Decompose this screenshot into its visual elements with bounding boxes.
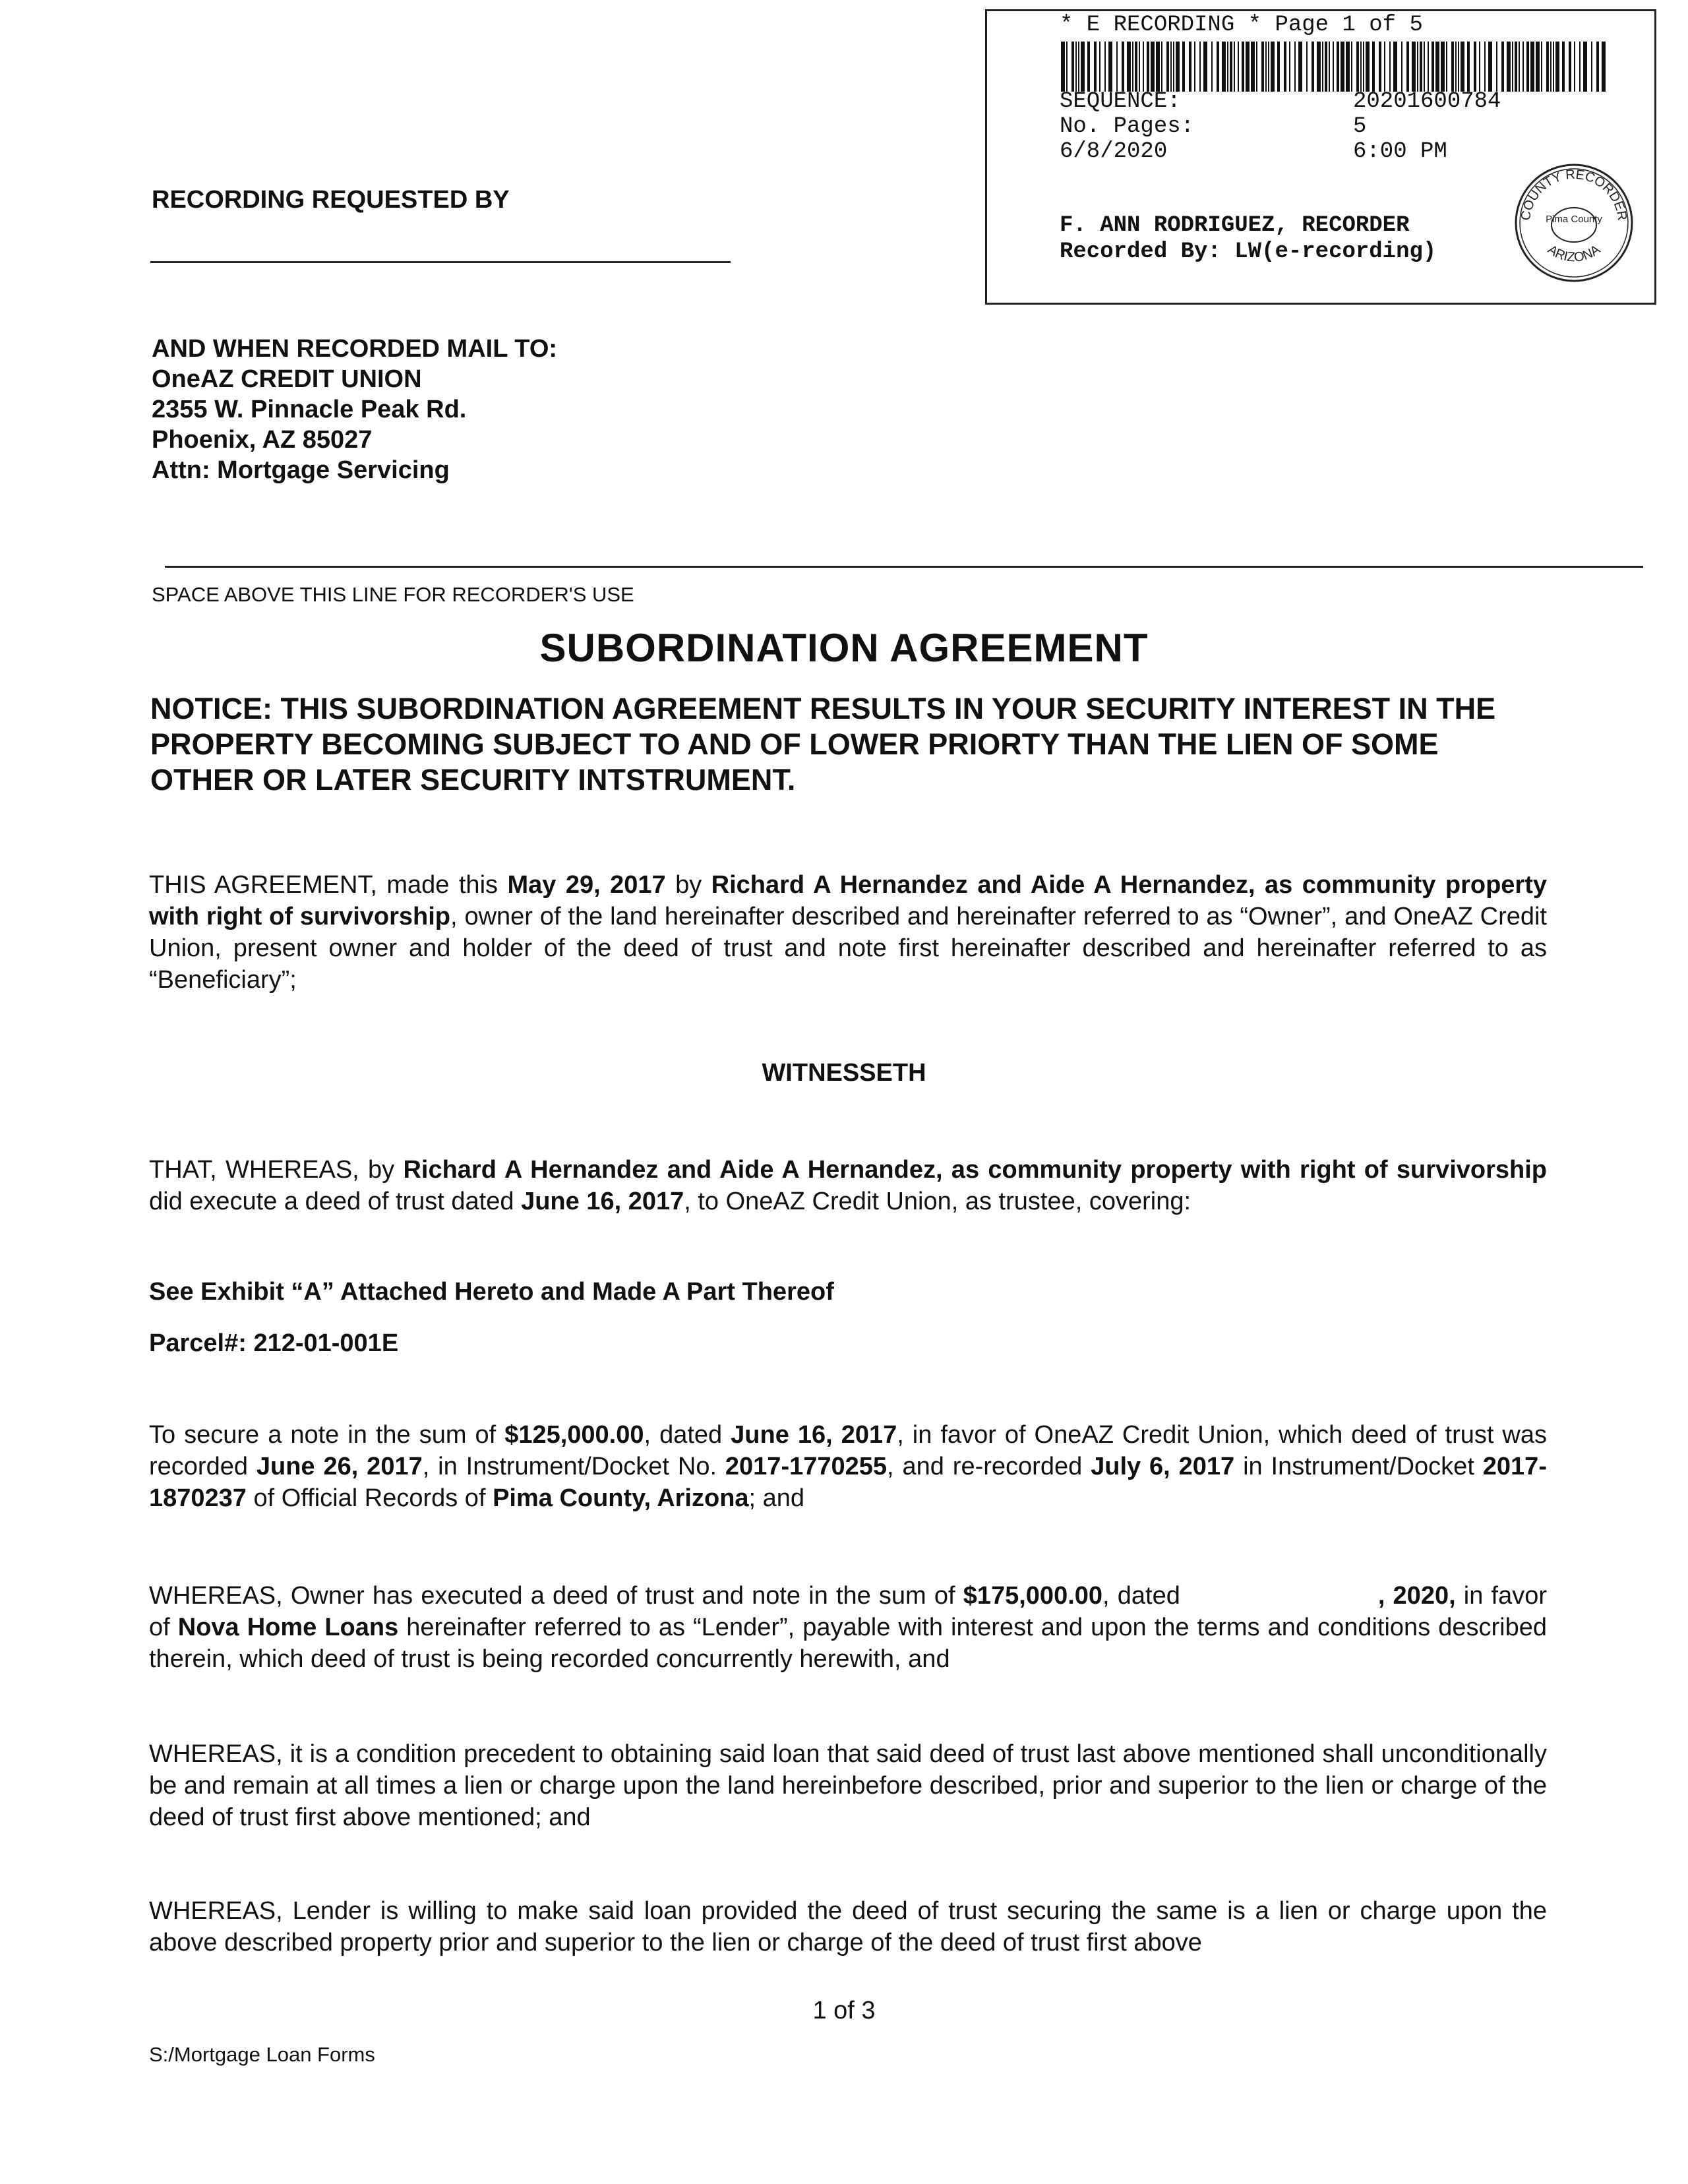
barcode-bar bbox=[1230, 42, 1232, 92]
barcode-bar bbox=[1061, 42, 1065, 92]
barcode-bar bbox=[1265, 42, 1267, 92]
barcode-bar bbox=[1099, 42, 1100, 92]
barcode-bar bbox=[1541, 42, 1542, 92]
barcode-bar bbox=[1194, 42, 1195, 92]
p2-text-b: did execute a deed of trust dated bbox=[149, 1188, 522, 1215]
barcode-bar bbox=[1596, 42, 1599, 92]
footer-path: S:/Mortgage Loan Forms bbox=[149, 2043, 375, 2066]
barcode-bar bbox=[1071, 42, 1074, 92]
mail-to-city: Phoenix, AZ 85027 bbox=[152, 426, 373, 454]
barcode-bar bbox=[1467, 42, 1470, 92]
stamp-recorded-by: Recorded By: LW(e-recording) bbox=[1060, 239, 1437, 264]
p4-text-b: , dated bbox=[1102, 1582, 1180, 1610]
barcode-bar bbox=[1602, 42, 1606, 92]
p1-text-c: , owner of the land hereinafter described and hereinafter referred to as “Owner”, and OneAZ Credit Union, present owner and holder of the deed of trust and note first hereinafter described and hereinafter referred to as “Beneficiary”; bbox=[149, 903, 1547, 994]
barcode-bar bbox=[1108, 42, 1112, 92]
p1-text-b: by bbox=[665, 871, 711, 899]
barcode-bar bbox=[1553, 42, 1554, 92]
barcode-bar bbox=[1156, 42, 1160, 92]
re-recorded-date: July 6, 2017 bbox=[1091, 1453, 1235, 1480]
stamp-page-line: * E RECORDING * Page 1 of 5 bbox=[1060, 13, 1423, 38]
barcode-bar bbox=[1346, 42, 1350, 92]
barcode-bar bbox=[1217, 42, 1219, 92]
barcode-bar bbox=[1161, 42, 1162, 92]
p2-text-a: THAT, WHEREAS, by bbox=[149, 1156, 404, 1184]
seal-top-text: COUNTY RECORDER bbox=[1518, 167, 1630, 222]
whereas-deed-paragraph bbox=[149, 1154, 1547, 1217]
stamp-recorder: F. ANN RODRIGUEZ, RECORDER bbox=[1060, 213, 1410, 238]
barcode-bar bbox=[1389, 42, 1391, 92]
barcode-bar bbox=[1203, 42, 1207, 92]
p4-text-c: in favor of bbox=[149, 1582, 1548, 1641]
trustor-names: Richard A Hernandez and Aide A Hernandez, as community property with right of survivorship bbox=[403, 1156, 1547, 1184]
barcode-bar bbox=[1337, 42, 1339, 92]
barcode-bar bbox=[1393, 42, 1397, 92]
barcode-bar bbox=[1182, 42, 1185, 92]
requested-by-signature-line bbox=[150, 261, 731, 263]
barcode-bar bbox=[1234, 42, 1235, 92]
barcode-bar bbox=[1306, 42, 1308, 92]
barcode-bar bbox=[1526, 42, 1529, 92]
barcode-bar bbox=[1246, 42, 1250, 92]
barcode-bar bbox=[1583, 42, 1587, 92]
barcode-bar bbox=[1284, 42, 1286, 92]
owner-names: Richard A Hernandez and Aide A Hernandez, as community property with right of survivorship bbox=[149, 871, 1548, 930]
original-note-amount: $125,000.00 bbox=[504, 1421, 644, 1449]
barcode-bar bbox=[1591, 42, 1592, 92]
stamp-sequence-label: SEQUENCE: bbox=[1060, 89, 1181, 114]
barcode-bar bbox=[1555, 42, 1559, 92]
barcode-bar bbox=[1222, 42, 1226, 92]
p2-text-c: , to OneAZ Credit Union, as trustee, covering: bbox=[684, 1188, 1191, 1215]
barcode-bar bbox=[1484, 42, 1486, 92]
stamp-date: 6/8/2020 bbox=[1060, 139, 1168, 164]
barcode-bar bbox=[1341, 42, 1344, 92]
parcel-number: Parcel#: 212-01-001E bbox=[149, 1329, 399, 1357]
barcode-bar bbox=[1122, 42, 1124, 92]
barcode-bar bbox=[1507, 42, 1511, 92]
barcode-bar bbox=[1512, 42, 1513, 92]
barcode-bar bbox=[1519, 42, 1520, 92]
deed-date: June 16, 2017 bbox=[521, 1188, 684, 1215]
barcode-bar bbox=[1143, 42, 1144, 92]
barcode-bar bbox=[1227, 42, 1228, 92]
barcode-bar bbox=[1455, 42, 1457, 92]
space-above-note: SPACE ABOVE THIS LINE FOR RECORDER'S USE bbox=[152, 583, 634, 606]
barcode-bar bbox=[1474, 42, 1476, 92]
barcode-bar bbox=[1384, 42, 1385, 92]
county-name: Pima County, Arizona bbox=[493, 1484, 749, 1512]
new-note-year: , 2020, bbox=[1377, 1582, 1456, 1610]
barcode-bar bbox=[1441, 42, 1445, 92]
seal-bottom-text: ARIZONA bbox=[1545, 242, 1603, 265]
barcode-bar bbox=[1075, 42, 1077, 92]
barcode-bar bbox=[1277, 42, 1280, 92]
barcode-bar bbox=[1579, 42, 1581, 92]
recording-requested-by: RECORDING REQUESTED BY bbox=[152, 186, 510, 214]
instrument-number-1: 2017-1770255 bbox=[725, 1453, 888, 1480]
barcode-bar bbox=[1372, 42, 1375, 92]
svg-text:ARIZONA bbox=[1545, 242, 1603, 265]
barcode-bar bbox=[1406, 42, 1409, 92]
barcode-bar bbox=[1356, 42, 1359, 92]
barcode-bar bbox=[1078, 42, 1079, 92]
p3-text-c: , in favor of OneAZ Credit Union, which deed of trust was recorded bbox=[149, 1421, 1548, 1480]
barcode-bar bbox=[1211, 42, 1213, 92]
barcode-bar bbox=[1360, 42, 1362, 92]
new-note-amount: $175,000.00 bbox=[963, 1582, 1103, 1610]
p3-text-b: , dated bbox=[644, 1421, 731, 1449]
p4-text-d: hereinafter referred to as “Lender”, payable with interest and upon the terms and conditions described therein, which deed of trust is being recorded concurrently herewith, and bbox=[149, 1614, 1547, 1673]
note-secured-paragraph bbox=[149, 1419, 1547, 1514]
mail-to-heading: AND WHEN RECORDED MAIL TO: bbox=[152, 335, 558, 363]
barcode-bar bbox=[1127, 42, 1131, 92]
barcode-bar bbox=[1515, 42, 1517, 92]
barcode-bar bbox=[1461, 42, 1464, 92]
barcode-bar bbox=[1366, 42, 1370, 92]
lender-name: Nova Home Loans bbox=[177, 1614, 399, 1641]
barcode-bar bbox=[1132, 42, 1133, 92]
note-date: June 16, 2017 bbox=[731, 1421, 897, 1449]
barcode-bar bbox=[1261, 42, 1264, 92]
barcode-bar bbox=[1116, 42, 1118, 92]
barcode-bar bbox=[1151, 42, 1155, 92]
barcode-bar bbox=[1066, 42, 1068, 92]
barcode-bar bbox=[1530, 42, 1534, 92]
barcode-bar bbox=[1536, 42, 1540, 92]
barcode-bar bbox=[1546, 42, 1549, 92]
barcode-bar bbox=[1242, 42, 1244, 92]
mail-to-attn: Attn: Mortgage Servicing bbox=[152, 456, 450, 484]
barcode-bar bbox=[1420, 42, 1422, 92]
barcode-bar bbox=[1446, 42, 1447, 92]
barcode-bar bbox=[1432, 42, 1434, 92]
barcode-bar bbox=[1435, 42, 1439, 92]
document-title: SUBORDINATION AGREEMENT bbox=[539, 626, 1149, 670]
p3-text-a: To secure a note in the sum of bbox=[149, 1421, 505, 1449]
barcode-bar bbox=[1569, 42, 1571, 92]
barcode-bar bbox=[1329, 42, 1330, 92]
seal-center-text: Pima County bbox=[1546, 214, 1602, 225]
barcode-bar bbox=[1496, 42, 1497, 92]
recording-stamp bbox=[985, 9, 1656, 305]
barcode-bar bbox=[1087, 42, 1090, 92]
barcode-bar bbox=[1458, 42, 1459, 92]
stamp-pages-label: No. Pages: bbox=[1060, 114, 1195, 139]
barcode-bar bbox=[1238, 42, 1239, 92]
barcode-bar bbox=[1166, 42, 1169, 92]
mail-to-street: 2355 W. Pinnacle Peak Rd. bbox=[152, 396, 467, 423]
barcode-bar bbox=[1289, 42, 1290, 92]
instrument-number-2: 2017-1870237 bbox=[149, 1453, 1547, 1512]
barcode-bar bbox=[1189, 42, 1191, 92]
barcode-bar bbox=[1317, 42, 1321, 92]
barcode-bar bbox=[1479, 42, 1480, 92]
barcode-bar bbox=[1325, 42, 1327, 92]
barcode-bar bbox=[1170, 42, 1172, 92]
mail-to-name: OneAZ CREDIT UNION bbox=[152, 365, 422, 393]
barcode-bar bbox=[1574, 42, 1575, 92]
barcode-bar bbox=[1351, 42, 1352, 92]
barcode-bar bbox=[1256, 42, 1257, 92]
barcode-bar bbox=[1428, 42, 1429, 92]
barcode-bar bbox=[1135, 42, 1137, 92]
barcode-bar bbox=[1199, 42, 1201, 92]
barcode bbox=[1061, 42, 1608, 92]
barcode-bar bbox=[1412, 42, 1416, 92]
barcode-bar bbox=[1363, 42, 1364, 92]
stamp-pages-value: 5 bbox=[1353, 114, 1367, 139]
barcode-bar bbox=[1562, 42, 1565, 92]
barcode-bar bbox=[1401, 42, 1402, 92]
condition-precedent-paragraph: WHEREAS, it is a condition precedent to obtaining said loan that said deed of trust last above mentioned shall unconditionally be and remain at all times a lien or charge upon the land hereinbefore described, prior and superior to the lien or charge of the deed of trust first above mentioned; and bbox=[149, 1740, 1547, 1831]
barcode-bar bbox=[1424, 42, 1425, 92]
mail-to-block bbox=[152, 334, 557, 485]
barcode-bar bbox=[1379, 42, 1381, 92]
notice-text: NOTICE: THIS SUBORDINATION AGREEMENT RESULTS IN YOUR SECURITY INTEREST IN THE PROPERTY BECOMING SUBJECT TO AND OF LOWER PRIORTY THAN THE LIEN OF SOME OTHER OR LATER SECURITY INTSTRUMENT. bbox=[150, 692, 1496, 797]
p4-text-a: WHEREAS, Owner has executed a deed of trust and note in the sum of bbox=[149, 1582, 963, 1610]
barcode-bar bbox=[1294, 42, 1296, 92]
barcode-bar bbox=[1333, 42, 1334, 92]
barcode-bar bbox=[1522, 42, 1524, 92]
stamp-time: 6:00 PM bbox=[1353, 139, 1447, 164]
barcode-bar bbox=[1298, 42, 1302, 92]
agreement-date: May 29, 2017 bbox=[507, 871, 666, 899]
barcode-bar bbox=[1322, 42, 1323, 92]
barcode-bar bbox=[1173, 42, 1174, 92]
barcode-bar bbox=[1251, 42, 1255, 92]
barcode-bar bbox=[1311, 42, 1314, 92]
recorded-date: June 26, 2017 bbox=[256, 1453, 423, 1480]
barcode-bar bbox=[1147, 42, 1149, 92]
lender-willing-paragraph: WHEREAS, Lender is willing to make said loan provided the deed of trust securing the same is a lien or charge upon the above described property prior and superior to the lien or charge of the deed of trust first above bbox=[149, 1897, 1547, 1957]
barcode-bar bbox=[1550, 42, 1552, 92]
barcode-bar bbox=[1417, 42, 1418, 92]
p1-text-a: THIS AGREEMENT, made this bbox=[149, 871, 508, 899]
barcode-bar bbox=[1139, 42, 1140, 92]
new-loan-paragraph bbox=[149, 1580, 1547, 1675]
barcode-bar bbox=[1271, 42, 1275, 92]
barcode-bar bbox=[1268, 42, 1269, 92]
recorder-use-divider bbox=[165, 566, 1643, 568]
agreement-paragraph bbox=[149, 869, 1547, 996]
p3-text-e: , and re-recorded bbox=[887, 1453, 1091, 1480]
barcode-bar bbox=[1176, 42, 1180, 92]
barcode-bar bbox=[1081, 42, 1085, 92]
barcode-bar bbox=[1104, 42, 1106, 92]
p3-text-h: ; and bbox=[748, 1484, 805, 1512]
county-recorder-seal bbox=[1511, 160, 1637, 286]
exhibit-reference: See Exhibit “A” Attached Hereto and Made A Part Thereof bbox=[149, 1278, 834, 1306]
barcode-bar bbox=[1501, 42, 1504, 92]
p3-text-f: in Instrument/Docket bbox=[1234, 1453, 1483, 1480]
barcode-bar bbox=[1488, 42, 1492, 92]
barcode-bar bbox=[1094, 42, 1097, 92]
p3-text-d: , in Instrument/Docket No. bbox=[422, 1453, 725, 1480]
page-number: 1 of 3 bbox=[812, 1997, 876, 2024]
p3-text-g: of Official Records of bbox=[246, 1484, 493, 1512]
witnesseth-heading: WITNESSETH bbox=[762, 1059, 926, 1087]
stamp-sequence-value: 20201600784 bbox=[1353, 89, 1501, 114]
barcode-bar bbox=[1451, 42, 1454, 92]
